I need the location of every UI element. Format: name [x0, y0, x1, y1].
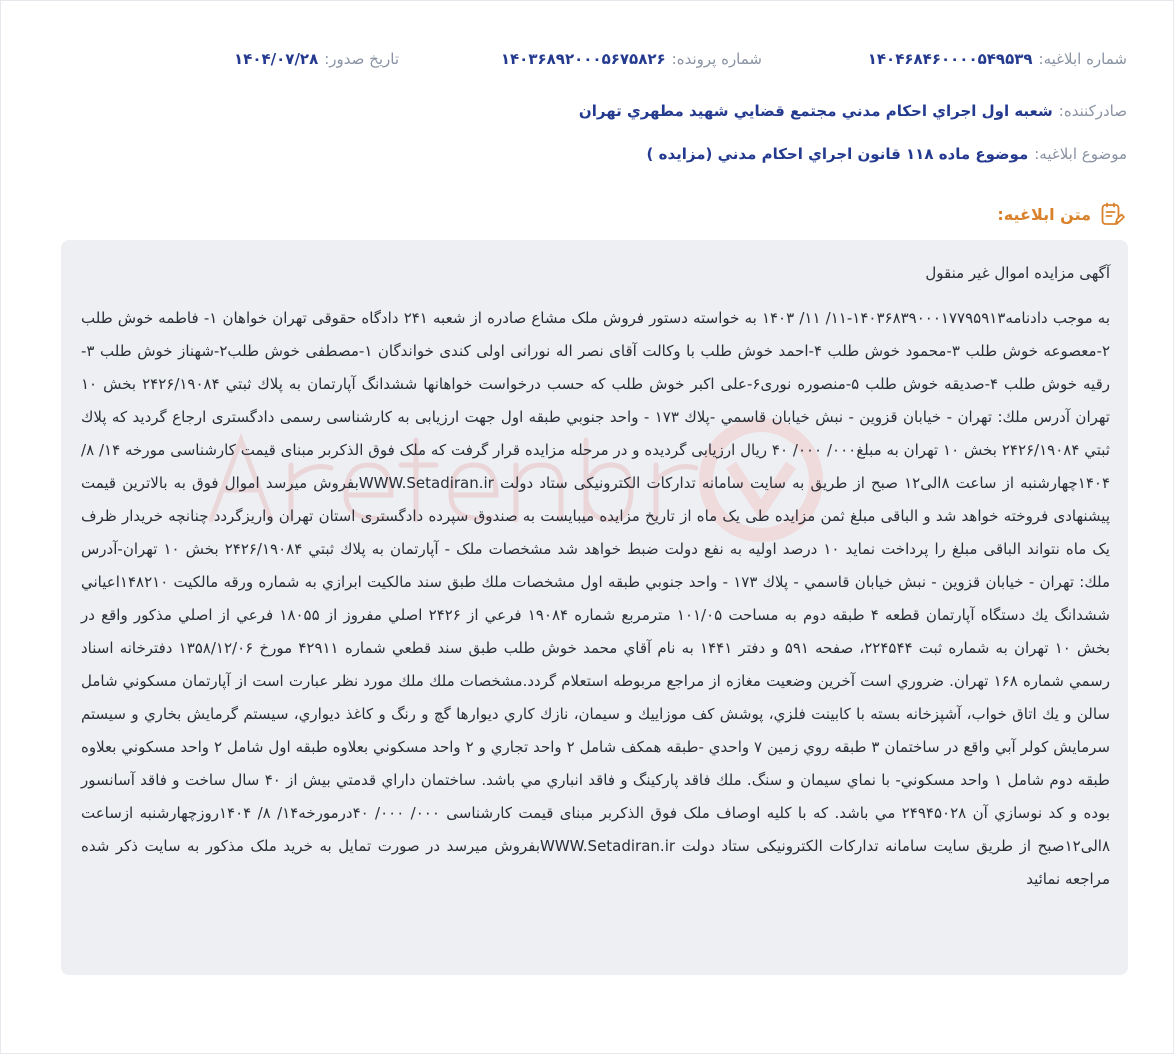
file-number-label: شماره پرونده: — [671, 50, 762, 68]
subject — [647, 143, 1127, 165]
issue-date-value: ۱۴۰۴/۰۷/۲۸ — [234, 50, 319, 68]
notice-number-label: شماره ابلاغیه: — [1038, 50, 1127, 68]
subject-label: موضوع ابلاغیه: — [1034, 145, 1127, 163]
issuer — [579, 100, 1127, 122]
notice-heading: آگهی مزایده اموال غیر منقول — [925, 264, 1110, 282]
notice-number — [868, 48, 1127, 70]
issuer-value: شعبه اول اجراي احكام مدني مجتمع قضايي شهيد مطهري تهران — [578, 102, 1053, 120]
file-number — [501, 48, 762, 70]
notice-number-value: ۱۴۰۴۶۸۴۶۰۰۰۰۵۴۹۵۳۹ — [867, 50, 1033, 68]
notice-body: به موجب دادنامه۱۴۰۳۶۸۳۹۰۰۰۱۷۷۹۵۹۱۳-۱۱/ ۱۱/ ۱۴۰۳ به خواسته دستور فروش ملک مشاع صادره از شعبه ۲۴۱ دادگاه حقوقی تهران خواهان ۱- فاطمه خوش طلب ۲-معصوعه خوش طلب ۳-محمود خوش طلب ۴-احمد خوش طلب با وکالت آقای نصر اله نورانی اولی کندی خواندگان ۱-مصطفی خوش طلب۲-شهناز خوش طلب ۳-رقیه خوش طلب ۴-صدیقه خوش طلب ۵-منصوره نوری۶-علی اکبر خوش طلب که حسب درخواست خواهانها ششدانگ آپارتمان به پلاك ثبتي ۲۴۲۶/۱۹۰۸۴ بخش ۱۰ تهران آدرس ملك: تهران - خيابان قزوين - نبش خيابان قاسمي -پلاك ۱۷۳ - واحد جنوبي طبقه اول جهت ارزيابی به کارشناسی رسمی دادگستری ارجاع گردید که پلاك ثبتي ۲۴۲۶/۱۹۰۸۴ بخش ۱۰ تهران به مبلغ۰۰۰/ ۰۰۰/ ۴۰ ریال ارزیابی گردیده و در مرحله مزایده قرار گرفت که ملک فوق الذکربر مبنای قیمت کارشناسی مورخه ۱۴/ ۸/ ۱۴۰۴چهارشنبه از ساعت ۸الی۱۲ صبح از طریق به سایت سامانه تدارکات الکترونیکی ستاد دولت WWW.Setadiran.irبفروش میرسد اموال فوق به بالاترین قیمت پیشنهادی فروخته خواهد شد و الباقی مبلغ ثمن مزایده طی یک ماه از تاریخ مزایده میبایست به صندوق سپرده دادگستری استان تهران واریزگردد چنانچه خریدار ظرف یک ماه نتواند الباقی مبلغ را پرداخت نماید ۱۰ درصد اولیه به نفع دولت ضبط خواهد شد مشخصات ملک - آپارتمان به پلاك ثبتي ۲۴۲۶/۱۹۰۸۴ بخش ۱۰ تهران-آدرس ملك: تهران - خيابان قزوين - نبش خيابان قاسمي - پلاك ۱۷۳ - واحد جنوبي طبقه اول مشخصات ملك طبق سند مالكيت ابرازي به شماره ورقه مالكيت ۱۴۸۲۱۰اعياني ششدانگ يك دستگاه آپارتمان قطعه ۴ طبقه دوم به مساحت ۱۰۱/۰۵ مترمربع شماره ۱۹۰۸۴ فرعي از ۲۴۲۶ اصلي مفروز از ۱۸۰۵۵ فرعي از اصلي مذكور واقع در بخش ۱۰ تهران به شماره ثبت ۲۲۴۵۴۴، صفحه ۵۹۱ و دفتر ۱۴۴۱ به نام آقاي محمد خوش طلب طبق سند قطعي شماره ۴۲۹۱۱ مورخ ۱۳۵۸/۱۲/۰۶ دفترخانه اسناد رسمي شماره ۱۶۸ تهران. ضروري است آخرين وضعيت مغازه از مراجع مربوطه استعلام گردد.مشخصات ملك ملك مورد نظر عبارت است از آپارتمان مسكوني شامل سالن و يك اتاق خواب، آشپزخانه بسته با كابينت فلزي، پوشش كف موزاييك و سيمان، نازك كاري ديوارها گچ و رنگ و كاغذ ديواري، سيستم گرمايش بخاري و سيستم سرمايش كولر آبي واقع در ساختمان ۳ طبقه روي زمين ۷ واحدي -طبقه همكف شامل ۲ واحد تجاري و ۲ واحد مسكوني بعلاوه طبقه اول شامل ۲ واحد مسكوني بعلاوه طبقه دوم شامل ۱ واحد مسكوني- با نماي سيمان و سنگ. ملك فاقد پاركينگ و فاقد انباري مي باشد. ساختمان داراي قدمتي بيش از ۴۰ سال ساخت و فاقد آسانسور بوده و كد نوسازي آن ۲۴۹۴۵۰۲۸ مي باشد. که با کلیه اوصاف ملک فوق الذکربر مبنای قیمت کارشناسی ۰۰۰/ ۰۰۰/ ۴۰درمورخه۱۴/ ۸/ ۱۴۰۴روزچهارشنبه ازساعت ۸الی۱۲صبح از طریق سایت سامانه تدارکات الکترونیکی ستاد دولت WWW.Setadiran.irبفروش میرسد در صورت تمایل به خرید ملک مذکور به سایت ذکر شده مراجعه نمائید — [81, 309, 1111, 888]
notice-text-title: متن ابلاغیه: — [997, 204, 1091, 224]
issue-date — [234, 48, 399, 70]
issue-date-label: تاریخ صدور: — [324, 50, 399, 68]
subject-value: موضوع ماده ۱۱۸ قانون اجراي احكام مدني (مزايده ) — [646, 145, 1029, 163]
meta-row-issuer — [47, 100, 1127, 122]
meta-row-subject — [47, 143, 1127, 165]
notice-text-box — [61, 240, 1128, 975]
document-edit-icon — [1099, 201, 1125, 227]
file-number-value: ۱۴۰۳۶۸۹۲۰۰۰۵۶۷۵۸۲۶ — [500, 50, 666, 68]
issuer-label: صادرکننده: — [1058, 102, 1127, 120]
notice-text-header — [997, 201, 1125, 227]
